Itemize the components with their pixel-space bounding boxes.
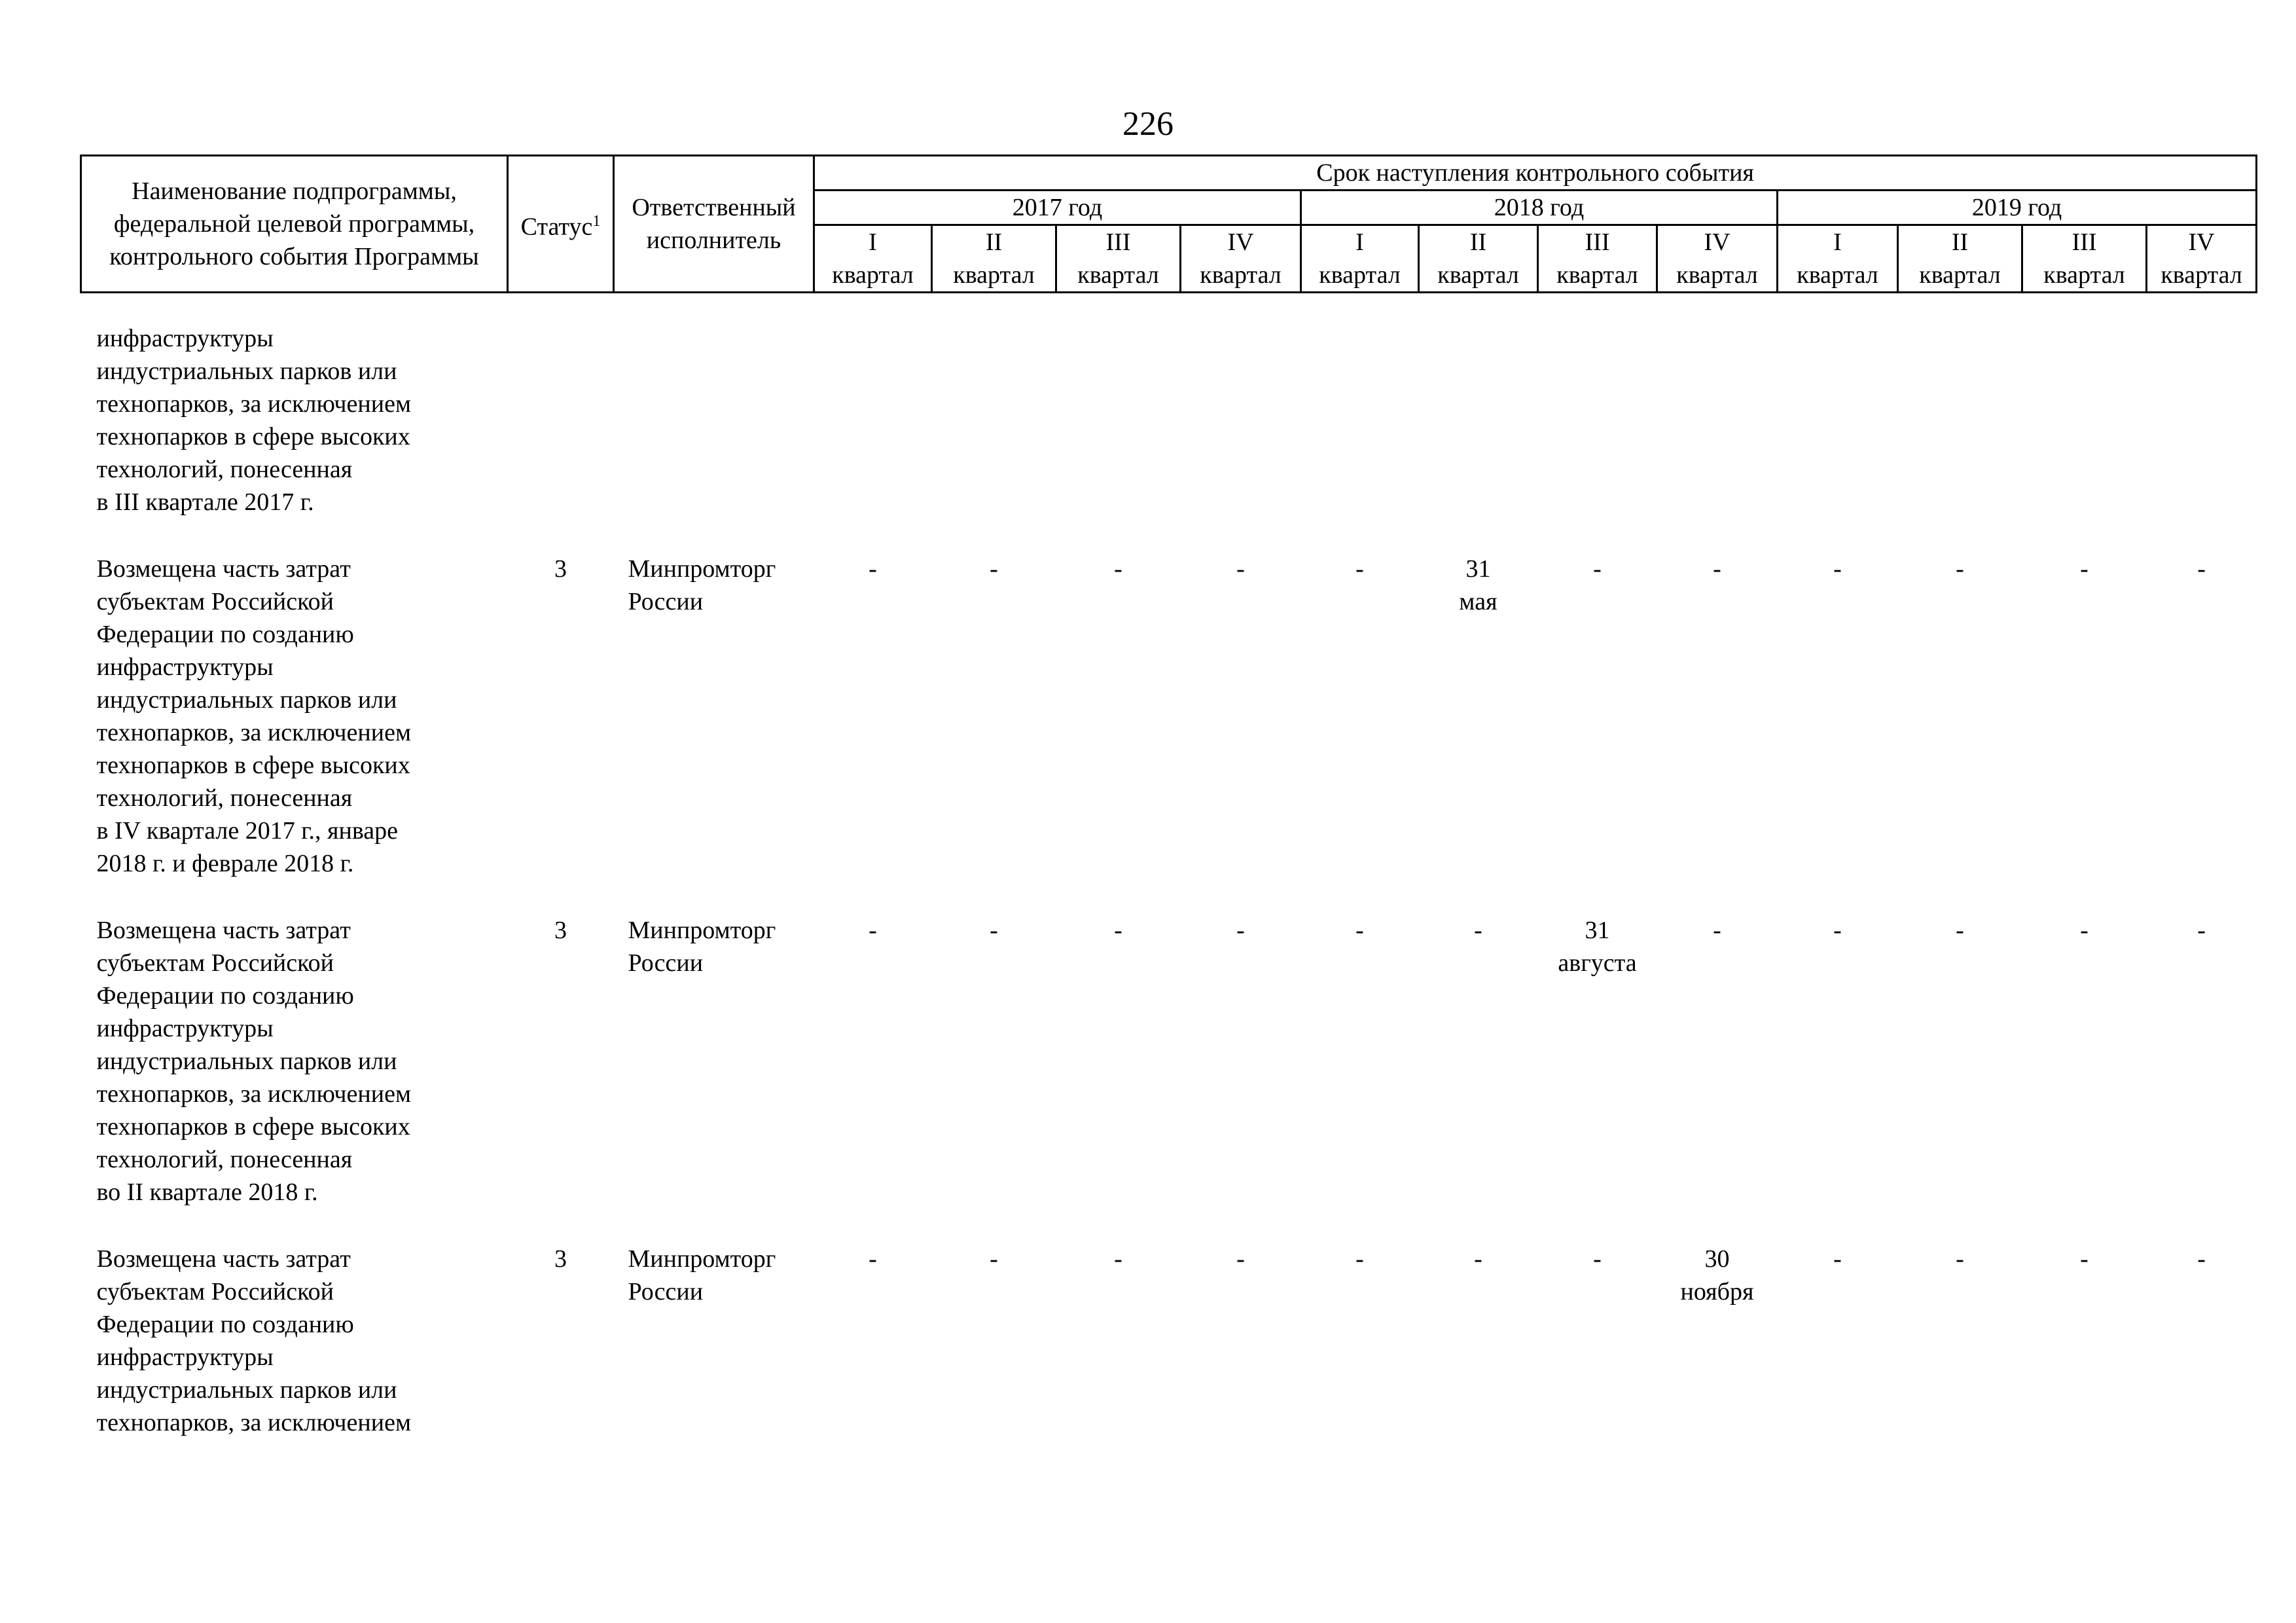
quarter-cell: -: [1593, 1245, 1602, 1273]
quarter-numeral: II: [1951, 228, 1969, 256]
quarter-numeral: I: [1833, 228, 1842, 256]
quarter-cell: -: [2080, 917, 2089, 944]
quarter-cell: [1657, 293, 1778, 553]
quarter-cell: -: [1956, 1245, 1964, 1273]
control-events-table: [80, 155, 2257, 1473]
quarter-cell: -: [990, 917, 998, 944]
year-header: 2019 год: [1778, 191, 2257, 225]
quarter-cell: 30 ноября: [1680, 1245, 1754, 1305]
quarter-cell: [1056, 293, 1181, 553]
responsible-cell: [614, 293, 814, 553]
quarter-cell: -: [1956, 917, 1964, 944]
quarter-cell: -: [1474, 1245, 1482, 1273]
status-footnote-mark: 1: [592, 212, 601, 230]
quarter-cell: [2022, 293, 2147, 553]
table-header: [81, 156, 2257, 293]
quarter-word: квартал: [1437, 261, 1519, 289]
quarter-cell: -: [1236, 1245, 1245, 1273]
column-header-name: Наименование подпрограммы, федеральной целевой программы, контрольного события Программы: [81, 156, 508, 293]
responsible-cell: Минпромторг России: [628, 555, 776, 615]
quarter-header: [1419, 225, 1538, 293]
quarter-header: [1778, 225, 1898, 293]
quarter-cell: -: [869, 1245, 877, 1273]
responsible-cell: Минпромторг России: [628, 1245, 776, 1305]
quarter-cell: -: [1114, 917, 1122, 944]
quarter-numeral: IV: [2188, 228, 2215, 256]
quarter-word: квартал: [1797, 261, 1878, 289]
quarter-header: [2022, 225, 2147, 293]
quarter-cell: -: [2080, 555, 2089, 583]
quarter-header: [1181, 225, 1301, 293]
year-header: 2017 год: [814, 191, 1301, 225]
year-header: 2018 год: [1301, 191, 1778, 225]
quarter-word: квартал: [1556, 261, 1638, 289]
quarter-word: квартал: [1319, 261, 1401, 289]
quarter-header: [814, 225, 932, 293]
quarter-numeral: IV: [1704, 228, 1731, 256]
quarter-cell: -: [2197, 917, 2206, 944]
table-row: [81, 914, 2257, 1243]
column-header-deadline: Срок наступления контрольного события: [814, 156, 2257, 191]
quarter-cell: [1181, 293, 1301, 553]
status-cell: [508, 293, 614, 553]
quarter-cell: -: [1833, 1245, 1842, 1273]
quarter-numeral: I: [869, 228, 877, 256]
quarter-cell: [2147, 293, 2257, 553]
quarter-word: квартал: [1200, 261, 1282, 289]
column-header-status-label: Статус: [520, 213, 593, 241]
quarter-cell: -: [1474, 917, 1482, 944]
quarter-header: [1657, 225, 1778, 293]
quarter-numeral: II: [1469, 228, 1487, 256]
quarter-word: квартал: [953, 261, 1035, 289]
quarter-header: [2147, 225, 2257, 293]
quarter-cell: -: [1355, 917, 1364, 944]
status-cell: 3: [554, 917, 567, 944]
quarter-cell: [1419, 293, 1538, 553]
quarter-cell: -: [2197, 1245, 2206, 1273]
quarter-cell: -: [1713, 555, 1721, 583]
quarter-word: квартал: [2043, 261, 2125, 289]
quarter-word: квартал: [1077, 261, 1159, 289]
quarter-cell: [814, 293, 932, 553]
quarter-word: квартал: [1919, 261, 2001, 289]
page-number: 226: [1122, 105, 1174, 143]
column-header-responsible: Ответственный исполнитель: [614, 156, 814, 293]
quarter-word: квартал: [1676, 261, 1758, 289]
quarter-cell: -: [1833, 555, 1842, 583]
quarter-cell: -: [1833, 917, 1842, 944]
quarter-cell: [1898, 293, 2022, 553]
event-name-cell: Возмещена часть затрат субъектам Российской Федерации по созданию инфраструктуры индустриальных парков или технопарков, за исключением: [96, 1245, 411, 1436]
responsible-cell: Минпромторг России: [628, 917, 776, 977]
quarter-cell: -: [1114, 1245, 1122, 1273]
quarter-cell: [1538, 293, 1657, 553]
quarter-cell: 31 августа: [1558, 917, 1637, 977]
quarter-cell: 31 мая: [1459, 555, 1498, 615]
quarter-cell: -: [1956, 555, 1964, 583]
quarter-header: [1538, 225, 1657, 293]
quarter-cell: -: [1355, 1245, 1364, 1273]
event-name-cell: Возмещена часть затрат субъектам Российской Федерации по созданию инфраструктуры индустриальных парков или технопарков, за исключением технопарков в сфере высоких технологий, понесенная в IV квартале 2017 г., январе 2018 г. и феврале 2018 г.: [96, 555, 411, 877]
status-cell: 3: [554, 1245, 567, 1273]
quarter-numeral: II: [985, 228, 1003, 256]
quarter-cell: -: [869, 555, 877, 583]
column-header-status: [508, 156, 614, 293]
quarter-cell: -: [1236, 917, 1245, 944]
quarter-cell: -: [2197, 555, 2206, 583]
quarter-numeral: III: [1585, 228, 1610, 256]
table-body: [81, 293, 2257, 1474]
quarter-cell: -: [990, 1245, 998, 1273]
event-name-cell: инфраструктуры индустриальных парков или технопарков, за исключением технопарков в сфере высоких технологий, понесенная в III квартале 2017 г.: [96, 325, 411, 516]
quarter-cell: -: [1713, 917, 1721, 944]
quarter-cell: [1778, 293, 1898, 553]
quarter-cell: -: [1355, 555, 1364, 583]
quarter-cell: -: [990, 555, 998, 583]
quarter-cell: -: [869, 917, 877, 944]
quarter-cell: -: [1114, 555, 1122, 583]
quarter-numeral: I: [1355, 228, 1364, 256]
status-cell: 3: [554, 555, 567, 583]
quarter-cell: -: [1236, 555, 1245, 583]
quarter-word: квартал: [2161, 261, 2242, 289]
quarter-numeral: IV: [1227, 228, 1254, 256]
quarter-cell: -: [1593, 555, 1602, 583]
table-row: [81, 1243, 2257, 1473]
quarter-header: [932, 225, 1056, 293]
quarter-cell: -: [2080, 1245, 2089, 1273]
quarter-numeral: III: [2072, 228, 2097, 256]
quarter-numeral: III: [1105, 228, 1131, 256]
table-row: [81, 553, 2257, 914]
quarter-header: [1301, 225, 1419, 293]
table-row: [81, 293, 2257, 553]
quarter-cell: [932, 293, 1056, 553]
event-name-cell: Возмещена часть затрат субъектам Российской Федерации по созданию инфраструктуры индустриальных парков или технопарков, за исключением технопарков в сфере высоких технологий, понесенная во II квартале 2018 г.: [96, 917, 411, 1206]
quarter-header: [1898, 225, 2022, 293]
quarter-cell: [1301, 293, 1419, 553]
quarter-word: квартал: [832, 261, 914, 289]
quarter-header: [1056, 225, 1181, 293]
